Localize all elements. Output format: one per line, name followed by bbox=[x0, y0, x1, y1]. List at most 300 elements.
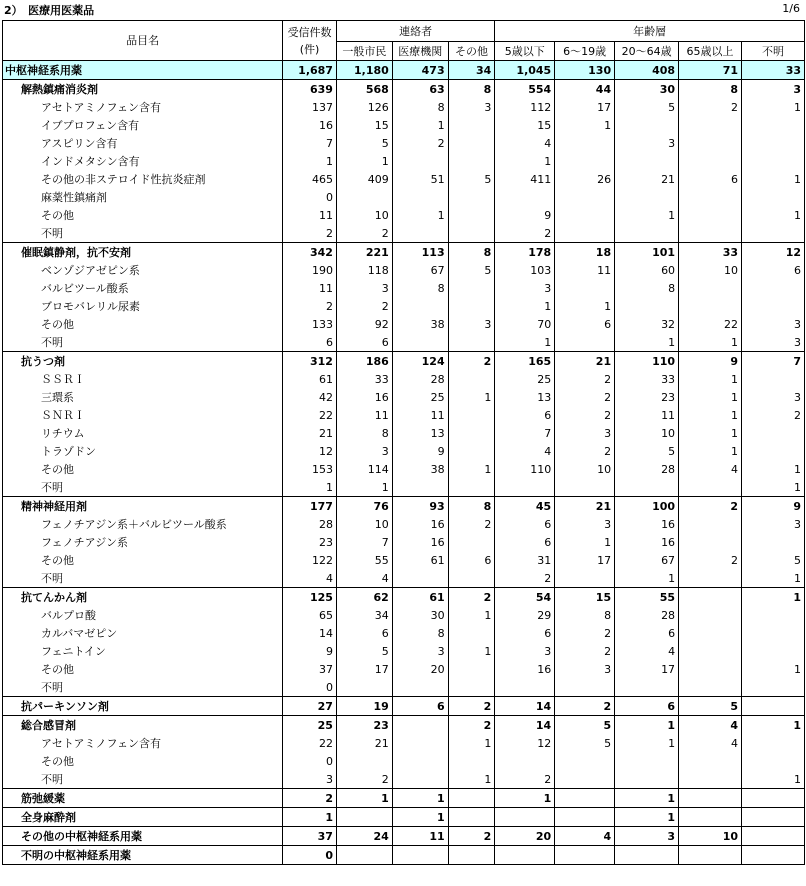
row-value: 130 bbox=[555, 61, 615, 80]
row-value: 1 bbox=[495, 789, 555, 808]
row-value: 8 bbox=[679, 80, 742, 99]
row-value: 9 bbox=[392, 442, 448, 460]
table-row bbox=[3, 697, 805, 716]
row-value: 13 bbox=[495, 388, 555, 406]
row-value: 21 bbox=[615, 170, 679, 188]
row-value: 125 bbox=[283, 588, 337, 607]
row-value: 11 bbox=[555, 261, 615, 279]
row-value: 3 bbox=[742, 80, 805, 99]
row-value: 45 bbox=[495, 497, 555, 516]
row-value: 6 bbox=[448, 551, 495, 569]
row-value: 1 bbox=[448, 388, 495, 406]
row-value: 186 bbox=[336, 352, 392, 371]
row-value bbox=[392, 333, 448, 352]
row-item-name: アセトアミノフェン含有 bbox=[3, 98, 283, 116]
row-value: 33 bbox=[336, 370, 392, 388]
row-value: 1 bbox=[679, 424, 742, 442]
row-value: 6 bbox=[283, 333, 337, 352]
row-value: 10 bbox=[615, 424, 679, 442]
poison-consultation-table bbox=[2, 20, 805, 865]
row-value: 25 bbox=[392, 388, 448, 406]
row-value: 1 bbox=[679, 333, 742, 352]
row-value: 55 bbox=[615, 588, 679, 607]
row-value: 23 bbox=[615, 388, 679, 406]
row-value: 1 bbox=[448, 642, 495, 660]
row-value: 8 bbox=[336, 424, 392, 442]
row-value: 1 bbox=[742, 98, 805, 116]
row-value: 16 bbox=[283, 116, 337, 134]
row-value: 4 bbox=[495, 134, 555, 152]
row-value: 20 bbox=[495, 827, 555, 846]
row-value: 3 bbox=[742, 388, 805, 406]
row-value: 19 bbox=[336, 697, 392, 716]
row-value bbox=[448, 297, 495, 315]
row-value: 5 bbox=[448, 170, 495, 188]
row-value: 2 bbox=[448, 827, 495, 846]
row-value bbox=[448, 224, 495, 243]
table-row bbox=[3, 352, 805, 371]
row-value: 3 bbox=[283, 770, 337, 789]
row-value bbox=[742, 624, 805, 642]
row-item-name: 麻薬性鎮痛剤 bbox=[3, 188, 283, 206]
row-value: 2 bbox=[555, 370, 615, 388]
row-value: 67 bbox=[615, 551, 679, 569]
table-row bbox=[3, 588, 805, 607]
table-row bbox=[3, 116, 805, 134]
table-row bbox=[3, 370, 805, 388]
row-value bbox=[448, 569, 495, 588]
row-value: 1 bbox=[283, 808, 337, 827]
row-value: 137 bbox=[283, 98, 337, 116]
row-value: 4 bbox=[679, 460, 742, 478]
row-value: 1 bbox=[679, 370, 742, 388]
row-value: 31 bbox=[495, 551, 555, 569]
table-row bbox=[3, 624, 805, 642]
row-value bbox=[336, 752, 392, 770]
row-item-name: その他 bbox=[3, 660, 283, 678]
header-age-65plus: 65歳以上 bbox=[679, 42, 742, 61]
row-item-name: 催眠鎮静剤，抗不安剤 bbox=[3, 243, 283, 262]
row-value: 12 bbox=[283, 442, 337, 460]
row-value: 2 bbox=[555, 388, 615, 406]
header-item-name: 品目名 bbox=[3, 21, 283, 61]
row-value bbox=[555, 152, 615, 170]
row-value: 5 bbox=[742, 551, 805, 569]
row-value: 1 bbox=[495, 333, 555, 352]
row-value bbox=[555, 789, 615, 808]
row-value bbox=[679, 224, 742, 243]
row-value bbox=[615, 752, 679, 770]
row-item-name: アスピリン含有 bbox=[3, 134, 283, 152]
row-value bbox=[742, 678, 805, 697]
row-value: 1 bbox=[555, 533, 615, 551]
row-item-name: 抗うつ剤 bbox=[3, 352, 283, 371]
row-value bbox=[615, 152, 679, 170]
row-value: 5 bbox=[336, 642, 392, 660]
row-value: 30 bbox=[615, 80, 679, 99]
row-value: 1 bbox=[742, 569, 805, 588]
row-value: 17 bbox=[336, 660, 392, 678]
row-value: 5 bbox=[555, 716, 615, 735]
row-value: 2 bbox=[448, 515, 495, 533]
table-row bbox=[3, 752, 805, 770]
table-row bbox=[3, 533, 805, 551]
row-value: 14 bbox=[495, 716, 555, 735]
row-value: 1 bbox=[336, 478, 392, 497]
row-value: 3 bbox=[615, 827, 679, 846]
row-value: 4 bbox=[615, 642, 679, 660]
row-value: 1 bbox=[336, 152, 392, 170]
row-value: 15 bbox=[336, 116, 392, 134]
row-value bbox=[742, 442, 805, 460]
row-value: 2 bbox=[555, 624, 615, 642]
row-item-name: その他 bbox=[3, 206, 283, 224]
row-value bbox=[448, 206, 495, 224]
row-value bbox=[679, 569, 742, 588]
row-value bbox=[392, 569, 448, 588]
row-value: 1 bbox=[742, 716, 805, 735]
row-value: 8 bbox=[392, 98, 448, 116]
row-value: 21 bbox=[336, 734, 392, 752]
row-value bbox=[555, 188, 615, 206]
row-value: 1 bbox=[615, 569, 679, 588]
header-received-unit: (件) bbox=[299, 42, 320, 56]
row-value: 2 bbox=[448, 352, 495, 371]
header-age-6-19: 6～19歳 bbox=[555, 42, 615, 61]
row-value: 11 bbox=[283, 206, 337, 224]
page-title: 2） 医療用医薬品 bbox=[4, 4, 95, 17]
row-value: 2 bbox=[392, 134, 448, 152]
row-value bbox=[679, 770, 742, 789]
row-value bbox=[448, 134, 495, 152]
row-value: 9 bbox=[495, 206, 555, 224]
row-value: 2 bbox=[448, 697, 495, 716]
table-row bbox=[3, 80, 805, 99]
row-value bbox=[495, 478, 555, 497]
row-value: 12 bbox=[742, 243, 805, 262]
header-contact-public: 一般市民 bbox=[336, 42, 392, 61]
row-value: 0 bbox=[283, 752, 337, 770]
row-value: 22 bbox=[283, 406, 337, 424]
row-value: 61 bbox=[392, 588, 448, 607]
row-value: 17 bbox=[555, 551, 615, 569]
header-contact: 連絡者 bbox=[336, 21, 494, 42]
row-value: 11 bbox=[615, 406, 679, 424]
row-value bbox=[742, 224, 805, 243]
row-value bbox=[392, 188, 448, 206]
row-value bbox=[742, 789, 805, 808]
table-row bbox=[3, 224, 805, 243]
row-item-name: バルビツール酸系 bbox=[3, 279, 283, 297]
table-row bbox=[3, 460, 805, 478]
row-item-name: 不明 bbox=[3, 569, 283, 588]
row-value: 6 bbox=[555, 315, 615, 333]
row-value: 409 bbox=[336, 170, 392, 188]
table-row bbox=[3, 279, 805, 297]
header-age-unknown: 不明 bbox=[742, 42, 805, 61]
row-value bbox=[448, 333, 495, 352]
row-value: 4 bbox=[555, 827, 615, 846]
row-item-name: ＳＳＲＩ bbox=[3, 370, 283, 388]
row-value: 1 bbox=[448, 770, 495, 789]
row-value: 1 bbox=[448, 460, 495, 478]
row-value bbox=[448, 116, 495, 134]
row-value: 6 bbox=[742, 261, 805, 279]
row-value bbox=[742, 424, 805, 442]
row-value: 42 bbox=[283, 388, 337, 406]
row-value: 1 bbox=[392, 116, 448, 134]
row-value: 9 bbox=[679, 352, 742, 371]
row-value bbox=[742, 188, 805, 206]
table-row bbox=[3, 388, 805, 406]
row-value bbox=[742, 752, 805, 770]
table-body bbox=[3, 61, 805, 865]
row-value: 1 bbox=[742, 478, 805, 497]
row-value: 38 bbox=[392, 315, 448, 333]
row-value: 5 bbox=[555, 734, 615, 752]
row-value: 2 bbox=[495, 224, 555, 243]
table-row bbox=[3, 333, 805, 352]
row-value: 2 bbox=[679, 98, 742, 116]
row-value: 568 bbox=[336, 80, 392, 99]
row-value bbox=[336, 188, 392, 206]
row-value bbox=[448, 678, 495, 697]
row-value: 1 bbox=[742, 588, 805, 607]
row-value bbox=[555, 279, 615, 297]
row-value: 3 bbox=[448, 315, 495, 333]
row-value: 7 bbox=[495, 424, 555, 442]
row-value: 554 bbox=[495, 80, 555, 99]
row-value: 5 bbox=[615, 442, 679, 460]
row-value: 2 bbox=[336, 224, 392, 243]
row-value: 11 bbox=[336, 406, 392, 424]
row-value: 114 bbox=[336, 460, 392, 478]
row-value bbox=[679, 279, 742, 297]
table-row bbox=[3, 243, 805, 262]
row-value: 1 bbox=[679, 388, 742, 406]
row-value: 37 bbox=[283, 827, 337, 846]
table-row bbox=[3, 61, 805, 80]
row-value: 8 bbox=[448, 497, 495, 516]
row-value: 2 bbox=[495, 569, 555, 588]
row-value: 0 bbox=[283, 846, 337, 865]
row-value: 4 bbox=[679, 716, 742, 735]
row-item-name: バルプロ酸 bbox=[3, 606, 283, 624]
row-value: 411 bbox=[495, 170, 555, 188]
row-item-name: フェノチアジン系 bbox=[3, 533, 283, 551]
row-value: 6 bbox=[495, 515, 555, 533]
row-value: 1 bbox=[679, 406, 742, 424]
table-row bbox=[3, 846, 805, 865]
row-value: 5 bbox=[615, 98, 679, 116]
row-value: 71 bbox=[679, 61, 742, 80]
row-value: 11 bbox=[392, 406, 448, 424]
row-value bbox=[679, 206, 742, 224]
row-item-name: 不明 bbox=[3, 224, 283, 243]
row-value: 639 bbox=[283, 80, 337, 99]
row-value bbox=[495, 846, 555, 865]
row-value bbox=[615, 770, 679, 789]
row-value: 8 bbox=[448, 243, 495, 262]
row-value: 2 bbox=[555, 406, 615, 424]
row-value bbox=[679, 152, 742, 170]
row-item-name: 総合感冒剤 bbox=[3, 716, 283, 735]
table-row bbox=[3, 808, 805, 827]
row-value: 54 bbox=[495, 588, 555, 607]
row-value bbox=[392, 152, 448, 170]
table-row bbox=[3, 424, 805, 442]
row-value: 5 bbox=[679, 697, 742, 716]
row-value: 6 bbox=[615, 624, 679, 642]
row-value: 23 bbox=[336, 716, 392, 735]
row-value: 62 bbox=[336, 588, 392, 607]
row-value bbox=[615, 846, 679, 865]
row-value: 11 bbox=[283, 279, 337, 297]
row-value bbox=[742, 116, 805, 134]
row-value: 8 bbox=[448, 80, 495, 99]
row-value bbox=[555, 206, 615, 224]
row-item-name: 不明 bbox=[3, 478, 283, 497]
row-item-name: その他 bbox=[3, 752, 283, 770]
row-value: 16 bbox=[392, 515, 448, 533]
row-value: 126 bbox=[336, 98, 392, 116]
row-value bbox=[555, 478, 615, 497]
row-value: 1 bbox=[615, 206, 679, 224]
row-value: 4 bbox=[679, 734, 742, 752]
row-value: 3 bbox=[336, 279, 392, 297]
table-row bbox=[3, 406, 805, 424]
row-item-name: その他 bbox=[3, 460, 283, 478]
row-item-name: 全身麻酔剤 bbox=[3, 808, 283, 827]
row-value: 3 bbox=[555, 515, 615, 533]
row-value bbox=[495, 808, 555, 827]
row-value bbox=[742, 734, 805, 752]
table-row bbox=[3, 551, 805, 569]
row-value: 13 bbox=[392, 424, 448, 442]
row-value: 16 bbox=[392, 533, 448, 551]
row-item-name: 不明 bbox=[3, 333, 283, 352]
row-value bbox=[555, 224, 615, 243]
row-value: 1 bbox=[495, 297, 555, 315]
row-value: 3 bbox=[495, 279, 555, 297]
row-value: 2 bbox=[448, 716, 495, 735]
row-value bbox=[615, 224, 679, 243]
row-value bbox=[555, 134, 615, 152]
row-value: 92 bbox=[336, 315, 392, 333]
row-value: 11 bbox=[392, 827, 448, 846]
header-contact-medical: 医療機関 bbox=[392, 42, 448, 61]
row-value: 67 bbox=[392, 261, 448, 279]
row-value bbox=[615, 678, 679, 697]
row-value: 1,045 bbox=[495, 61, 555, 80]
row-value bbox=[392, 846, 448, 865]
row-value: 7 bbox=[283, 134, 337, 152]
row-value: 6 bbox=[495, 624, 555, 642]
row-value bbox=[679, 116, 742, 134]
row-value: 6 bbox=[615, 697, 679, 716]
row-value bbox=[742, 808, 805, 827]
row-value: 178 bbox=[495, 243, 555, 262]
table-row bbox=[3, 134, 805, 152]
row-value: 2 bbox=[679, 497, 742, 516]
row-value bbox=[679, 515, 742, 533]
row-value: 1 bbox=[283, 152, 337, 170]
row-value bbox=[742, 152, 805, 170]
row-value bbox=[679, 660, 742, 678]
row-value: 1 bbox=[742, 170, 805, 188]
row-value bbox=[555, 808, 615, 827]
row-value: 1 bbox=[615, 808, 679, 827]
row-value: 7 bbox=[742, 352, 805, 371]
row-value: 10 bbox=[555, 460, 615, 478]
row-value: 3 bbox=[742, 333, 805, 352]
row-value: 101 bbox=[615, 243, 679, 262]
row-value bbox=[555, 333, 615, 352]
row-value: 10 bbox=[336, 206, 392, 224]
row-value: 2 bbox=[448, 588, 495, 607]
row-value: 12 bbox=[495, 734, 555, 752]
row-value: 23 bbox=[283, 533, 337, 551]
row-value: 6 bbox=[679, 170, 742, 188]
row-value bbox=[495, 678, 555, 697]
row-item-name: フェノチアジン系＋バルビツール酸系 bbox=[3, 515, 283, 533]
row-value: 6 bbox=[336, 333, 392, 352]
table-row bbox=[3, 770, 805, 789]
row-value bbox=[742, 533, 805, 551]
row-value: 1 bbox=[392, 206, 448, 224]
row-value: 26 bbox=[555, 170, 615, 188]
row-value: 3 bbox=[742, 315, 805, 333]
row-value: 14 bbox=[283, 624, 337, 642]
row-value bbox=[615, 478, 679, 497]
row-value bbox=[679, 752, 742, 770]
row-item-name: ブロモバレリル尿素 bbox=[3, 297, 283, 315]
row-value bbox=[555, 752, 615, 770]
row-item-name: 中枢神経系用薬 bbox=[3, 61, 283, 80]
table-row bbox=[3, 297, 805, 315]
row-value bbox=[742, 134, 805, 152]
row-value: 110 bbox=[495, 460, 555, 478]
row-value: 21 bbox=[555, 497, 615, 516]
row-value: 1 bbox=[336, 789, 392, 808]
row-value bbox=[679, 478, 742, 497]
row-value bbox=[448, 789, 495, 808]
row-value: 1 bbox=[742, 660, 805, 678]
row-value: 63 bbox=[392, 80, 448, 99]
table-row bbox=[3, 789, 805, 808]
header-received bbox=[283, 21, 337, 61]
row-value: 21 bbox=[555, 352, 615, 371]
row-value: 25 bbox=[283, 716, 337, 735]
row-value: 34 bbox=[336, 606, 392, 624]
row-item-name: 不明の中枢神経系用薬 bbox=[3, 846, 283, 865]
row-value bbox=[555, 770, 615, 789]
row-value: 1 bbox=[742, 206, 805, 224]
row-value: 113 bbox=[392, 243, 448, 262]
row-item-name: 不明 bbox=[3, 678, 283, 697]
row-value: 3 bbox=[555, 660, 615, 678]
row-value bbox=[679, 188, 742, 206]
row-value: 61 bbox=[392, 551, 448, 569]
row-value: 0 bbox=[283, 188, 337, 206]
row-value bbox=[742, 827, 805, 846]
row-value: 33 bbox=[615, 370, 679, 388]
row-value: 1 bbox=[615, 333, 679, 352]
row-value: 124 bbox=[392, 352, 448, 371]
row-value: 8 bbox=[555, 606, 615, 624]
row-value: 16 bbox=[615, 515, 679, 533]
row-value: 1 bbox=[742, 770, 805, 789]
